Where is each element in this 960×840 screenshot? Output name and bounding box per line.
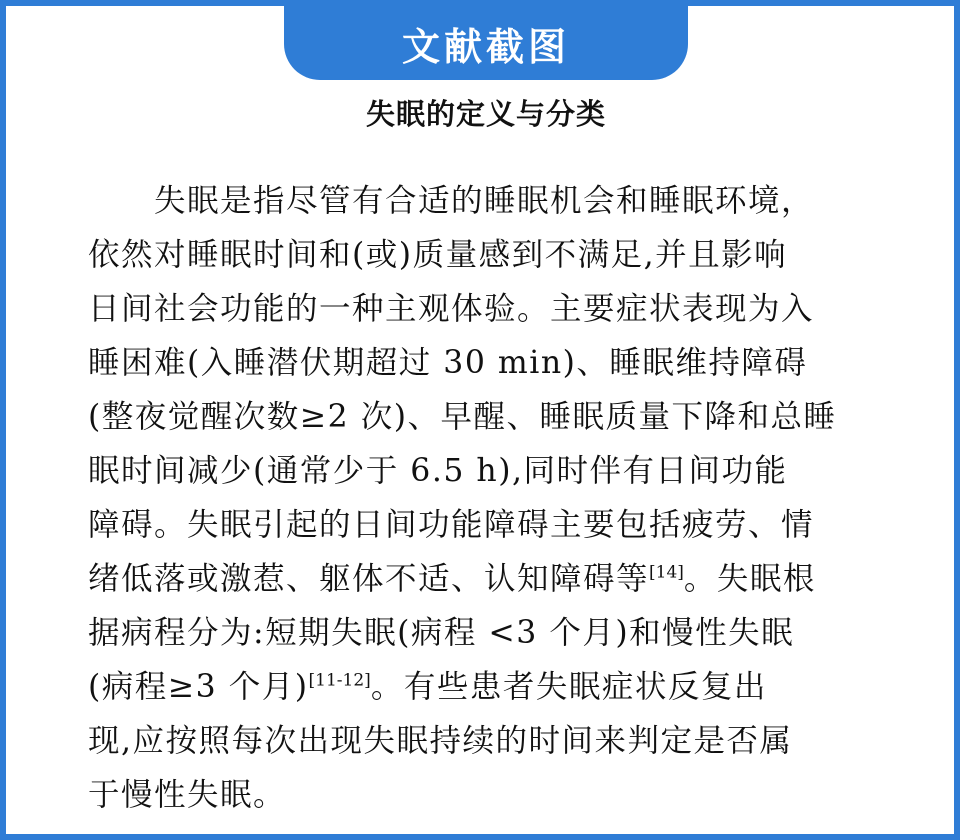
- body-line: [88, 174, 888, 228]
- citation-marker: [11-12]: [308, 670, 371, 691]
- line-text: (整夜觉醒次数≥2 次)、早醒、睡眠质量下降和总睡: [88, 399, 837, 435]
- line-text: 据病程分为:短期失眠(病程 <3 个月)和慢性失眠: [88, 615, 795, 651]
- body-line: [88, 768, 888, 822]
- body-line: [88, 336, 888, 390]
- body-line: [88, 228, 888, 282]
- line-text: 现,应按照每次出现失眠持续的时间来判定是否属: [88, 723, 793, 759]
- section-heading: 失眠的定义与分类: [365, 97, 606, 131]
- line-text: 障碍。失眠引起的日间功能障碍主要包括疲劳、情: [88, 507, 815, 543]
- line-text: 眠时间减少(通常少于 6.5 h),同时伴有日间功能: [88, 453, 788, 489]
- body-line: [88, 444, 888, 498]
- line-text: 日间社会功能的一种主观体验。主要症状表现为入: [88, 291, 815, 327]
- line-text: 依然对睡眠时间和(或)质量感到不满足,并且影响: [88, 237, 788, 273]
- body-line: [88, 552, 888, 606]
- body-line: [88, 390, 888, 444]
- header-tab: [284, 6, 688, 80]
- body-line: [88, 498, 888, 552]
- body-line: [88, 714, 888, 768]
- line-text: (病程≥3 个月): [88, 669, 309, 705]
- body-line: [88, 660, 888, 714]
- line-text: 于慢性失眠。: [88, 777, 287, 813]
- body-line: [88, 282, 888, 336]
- body-line: [88, 606, 888, 660]
- line-text: 。失眠根: [683, 561, 816, 597]
- line-text: 绪低落或激惹、躯体不适、认知障碍等: [88, 561, 650, 597]
- citation-marker: [14]: [649, 562, 684, 583]
- line-text: 睡困难(入睡潜伏期超过 30 min)、睡眠维持障碍: [88, 345, 808, 381]
- tab-title: 文献截图: [401, 24, 570, 69]
- article-body: [88, 174, 888, 822]
- line-text: 。有些患者失眠症状反复出: [370, 669, 767, 705]
- line-text: 失眠是指尽管有合适的睡眠机会和睡眠环境，: [154, 183, 815, 219]
